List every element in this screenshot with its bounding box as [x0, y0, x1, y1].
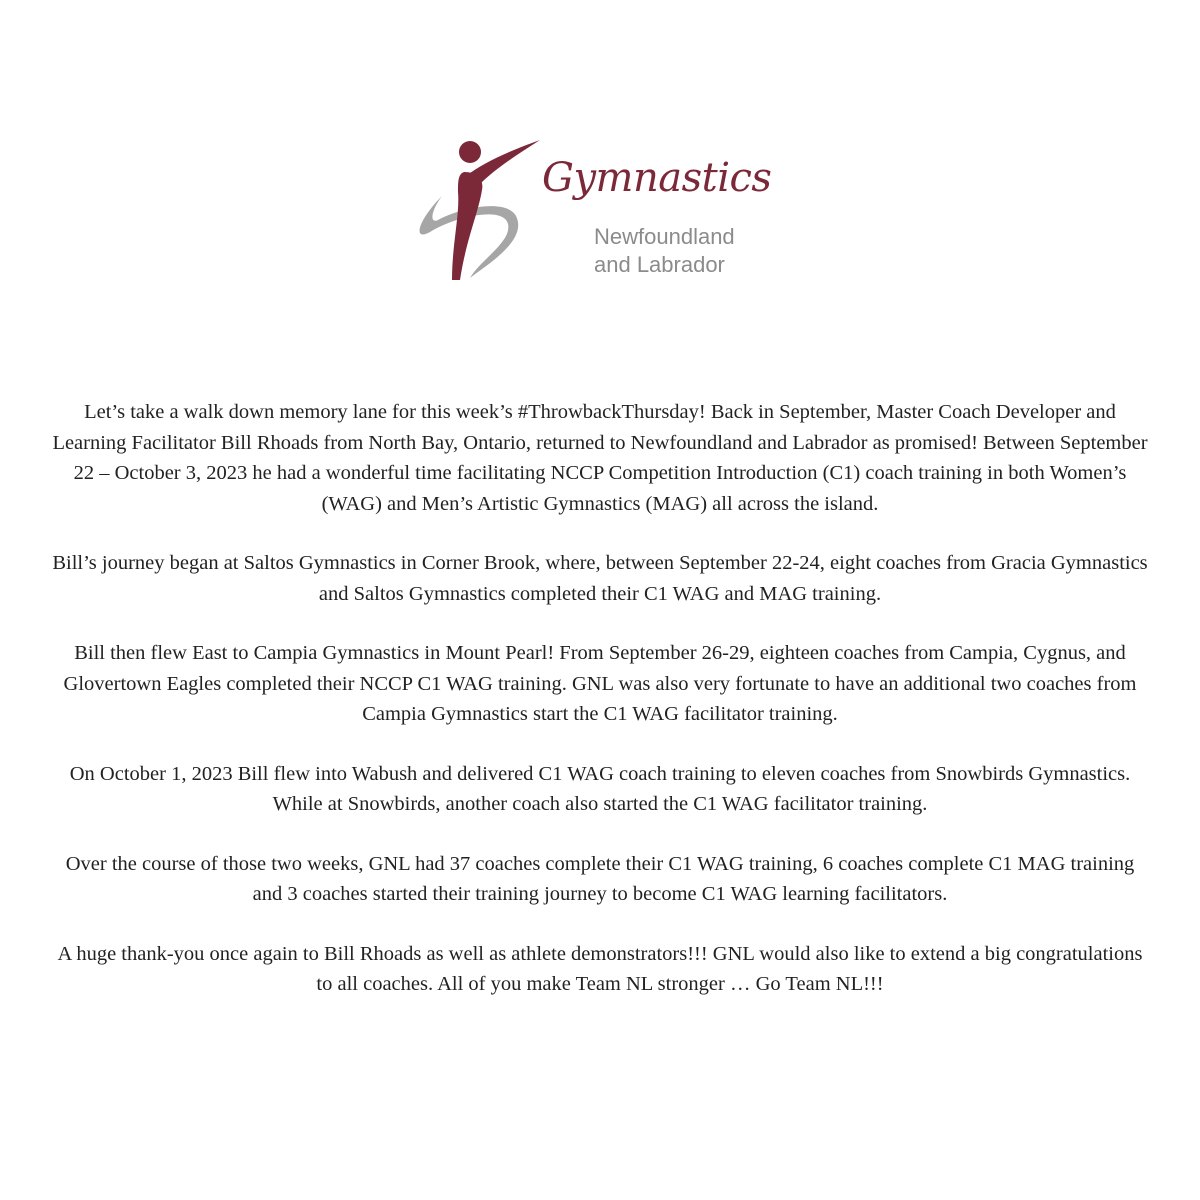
gymnast-head-shape [459, 141, 481, 163]
paragraph-wabush: On October 1, 2023 Bill flew into Wabush and delivered C1 WAG coach training to eleven coaches from Snowbirds Gymnastics. While at Snowbirds, another coach also started the C1 WAG facilitator training. [69, 762, 1131, 815]
paragraph-mount-pearl: Bill then flew East to Campia Gymnastics in Mount Pearl! From September 26-29, eighteen coaches from Campia, Cygnus, and Glovertown Eagles completed their NCCP C1 WAG training. GNL was also very fortunate to have an additional two coaches from Campia Gymnastics start the C1 WAG facilitator training. [63, 642, 1137, 725]
logo-subtitle-line2: and Labrador [594, 252, 725, 277]
logo-title: Gymnastics [542, 155, 772, 201]
post-body [50, 397, 1150, 1029]
paragraph-intro: Let’s take a walk down memory lane for this week’s #ThrowbackThursday! Back in September, Master Coach Developer and Learning Facilitator Bill Rhoads from North Bay, Ontario, returned to Newfoundland and Labrador as promised! Between September 22 – October 3, 2023 he had a wonderful time facilitating NCCP Competition Introduction (C1) coach training in both Women’s (WAG) and Men’s Artistic Gymnastics (MAG) all across the island. [52, 401, 1148, 515]
paragraph-corner-brook: Bill’s journey began at Saltos Gymnastics in Corner Brook, where, between September 22-24, eight coaches from Gracia Gymnastics and Saltos Gymnastics completed their C1 WAG and MAG training. [52, 552, 1148, 605]
gymnast-body-shape [452, 172, 482, 280]
gymnastics-nl-logo [408, 128, 800, 288]
logo-subtitle-line1: Newfoundland [594, 224, 735, 249]
paragraph-thanks: A huge thank-you once again to Bill Rhoads as well as athlete demonstrators!!! GNL would also like to extend a big congratulations to all coaches. All of you make Team NL stronger … Go Team NL!!! [57, 942, 1143, 995]
paragraph-summary: Over the course of those two weeks, GNL had 37 coaches complete their C1 WAG training, 6 coaches complete C1 MAG training and 3 coaches started their training journey to become C1 WAG learning facilitators. [65, 852, 1135, 905]
